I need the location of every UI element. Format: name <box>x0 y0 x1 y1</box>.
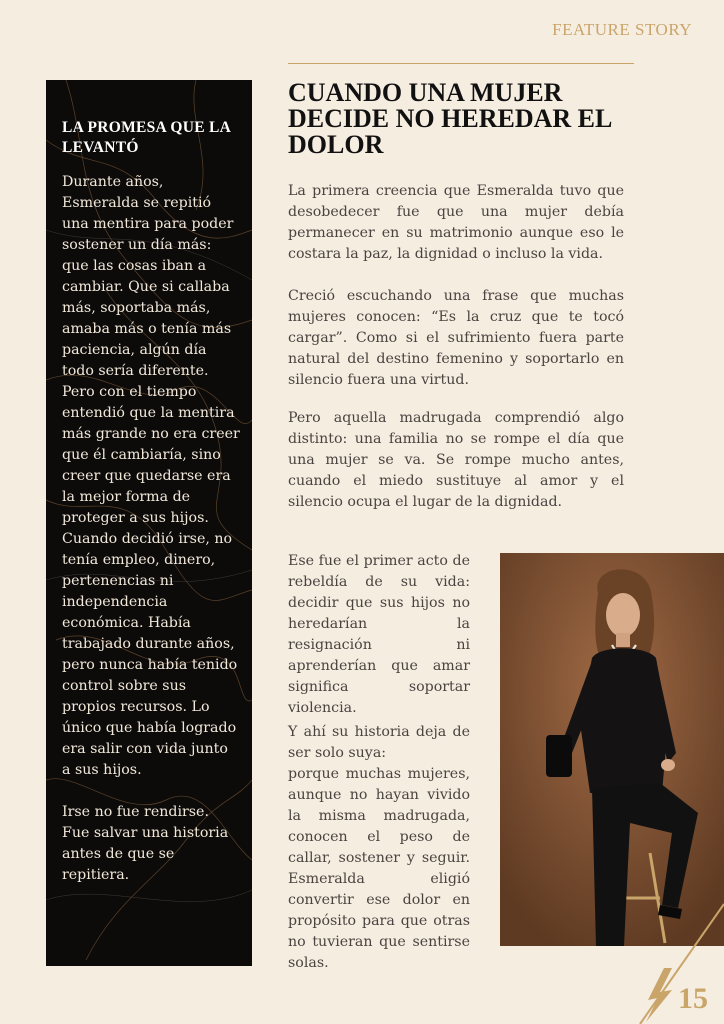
sidebar-box <box>46 80 252 966</box>
sidebar-paragraph: Durante años, Esmeralda se repitió una mentira para poder sostener un día más: que las cosas iban a cambiar. Que si callaba más, soportaba más, amaba más o tenía más paciencia, algún día todo sería diferente. Pero con el tiempo entendió que la mentira más grande no era creer que él cambiaría, sino creer que quedarse era la mejor forma de proteger a sus hijos. Cuando decidió irse, no tenía empleo, dinero, pertenencias ni independencia económica. Había trabajado durante años, pero nunca había tenido control sobre sus propios recursos. Lo único que había logrado era salir con vida junto a sus hijos. <box>62 174 240 778</box>
header-rule <box>288 63 634 64</box>
sidebar-paragraph: Irse no fue rendirse. Fue salvar una historia antes de que se repitiera. <box>62 804 229 883</box>
article-headline: CUANDO UNA MUJER DECIDE NO HEREDAR EL DOLOR <box>288 78 611 159</box>
portrait-photo <box>500 553 724 946</box>
sidebar-title: LA PROMESA QUE LA LEVANTÓ <box>62 119 231 156</box>
article-paragraph: Y ahí su historia deja de ser solo suya: porque muchas mujeres, aunque no hayan vivido la misma madrugada, conocen el peso de callar, sostener y seguir. Esmeralda eligió convertir ese dolor en propósito para que otras no tuvieran que sentirse solas. <box>288 724 470 971</box>
article-paragraph: Ese fue el primer acto de rebeldía de su vida: decidir que sus hijos no heredarían la resignación ni aprenderían que amar significa soportar violencia. <box>288 553 470 716</box>
page-number: 15 <box>678 982 708 1015</box>
article-paragraph: La primera creencia que Esmeralda tuvo que desobedecer fue que una mujer debía permanecer en su matrimonio aunque eso le costara la paz, la dignidad o incluso la vida. <box>288 183 624 262</box>
section-label: FEATURE STORY <box>552 20 692 39</box>
article-paragraph: Creció escuchando una frase que muchas mujeres conocen: “Es la cruz que te tocó cargar”. Como si el sufrimiento fuera parte natural del destino femenino y soportarlo en silencio fuera una virtud. <box>288 288 624 388</box>
article-paragraph: Pero aquella madrugada comprendió algo distinto: una familia no se rompe el día que una mujer se va. Se rompe mucho antes, cuando el miedo sustituye al amor y el silencio ocupa el lugar de la dignidad. <box>288 410 624 510</box>
